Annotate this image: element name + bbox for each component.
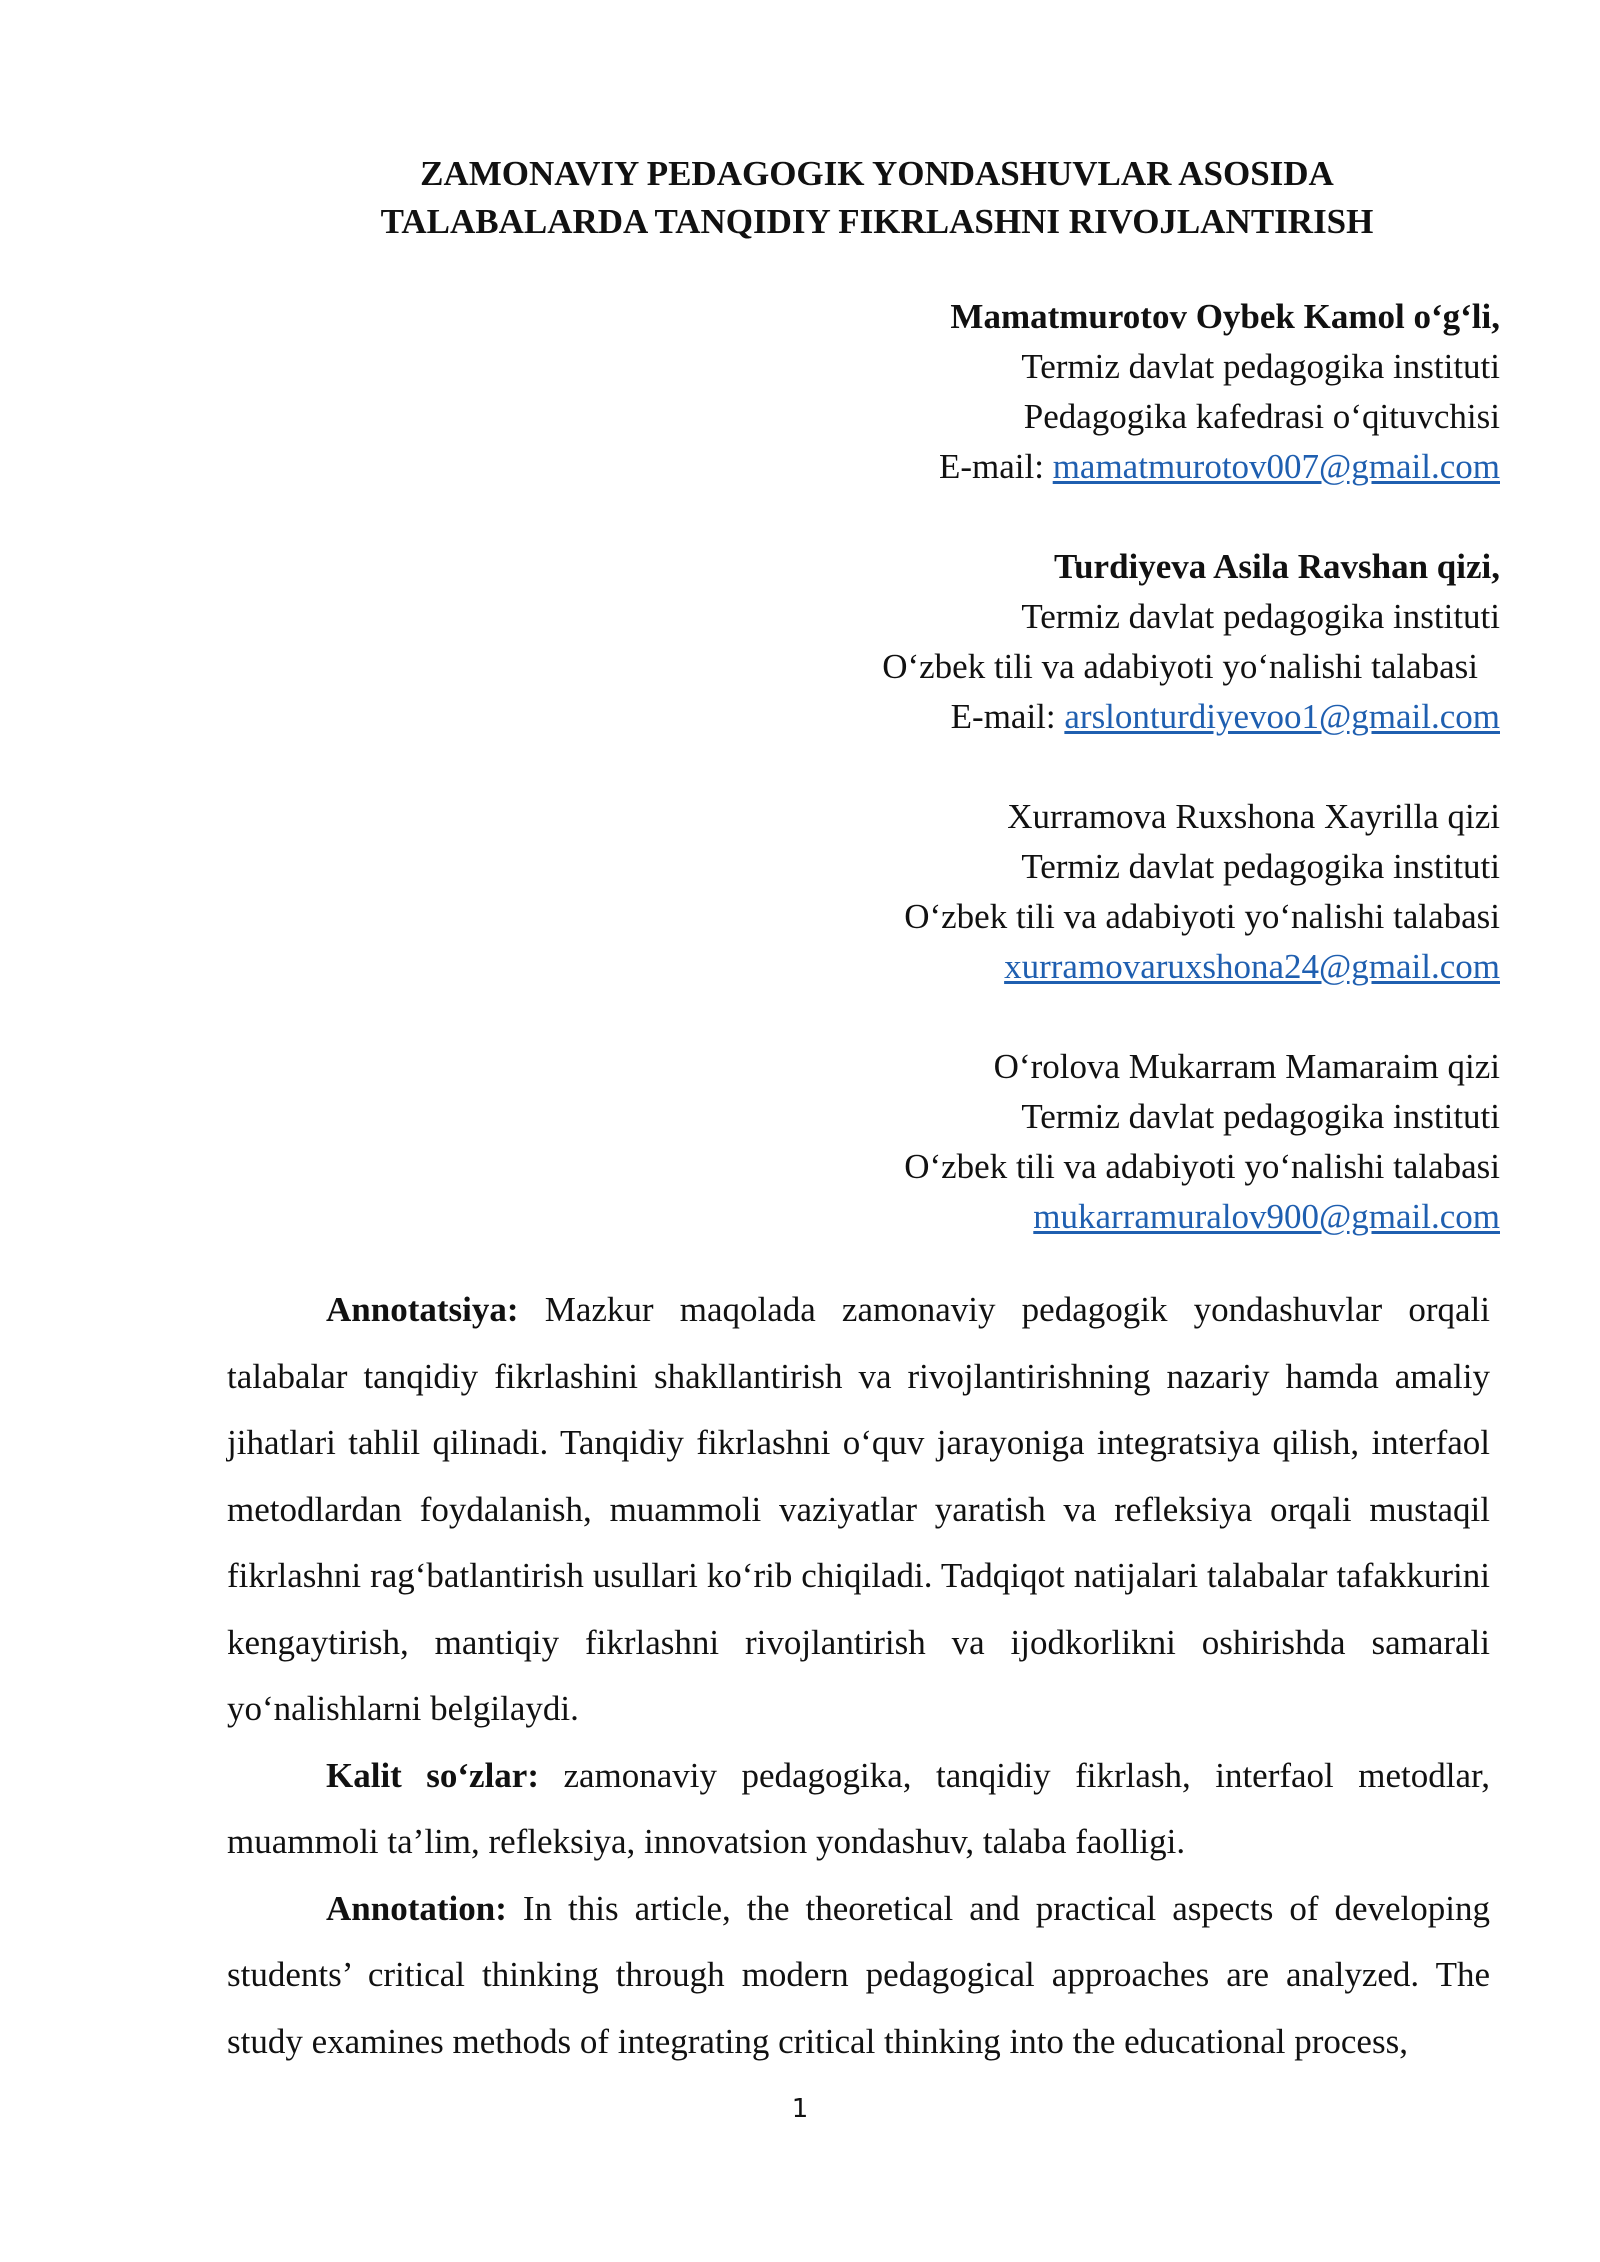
author-position: O‘zbek tili va adabiyoti yo‘nalishi talabasi	[882, 647, 1478, 686]
keywords-label: Kalit so‘zlar:	[326, 1755, 539, 1795]
author-3	[500, 792, 1500, 992]
author-institution: Termiz davlat pedagogika instituti	[1021, 597, 1500, 636]
annotation-label: Annotation:	[326, 1888, 507, 1928]
author-email-line	[500, 1192, 1500, 1242]
title-line-2: TALABALARDA TANQIDIY FIKRLASHNI RIVOJLANTIRISH	[380, 202, 1374, 241]
annotatsiya-text: Mazkur maqolada zamonaviy pedagogik yondashuvlar orqali talabalar tanqidiy fikrlashini shakllantirish va rivojlantirishning nazariy hamda amaliy jihatlari tahlil qilinadi. Tanqidiy fikrlashni o‘quv jarayoniga integratsiya qilish, interfaol metodlardan foydalanish, muammoli vaziyatlar yaratish va refleksiya orqali mustaqil fikrlashni rag‘batlantirish usullari ko‘rib chiqiladi. Tadqiqot natijalari talabalar tafakkurini kengaytirish, mantiqiy fikrlashni rivojlantirish va ijodkorlikni oshirishda samarali yo‘nalishlarni belgilaydi.	[227, 1290, 1490, 1728]
keywords-text: zamonaviy pedagogika, tanqidiy fikrlash, interfaol metodlar, muammoli ta’lim, refleksiya, innovatsion yondashuv, talaba faolligi.	[227, 1755, 1490, 1861]
email-link[interactable]: mukarramuralov900@gmail.com	[1033, 1197, 1500, 1236]
author-4	[500, 1042, 1500, 1242]
author-position: O‘zbek tili va adabiyoti yo‘nalishi talabasi	[904, 897, 1500, 936]
author-2	[500, 542, 1500, 742]
annotation-text: In this article, the theoretical and practical aspects of developing students’ critical thinking through modern pedagogical approaches are analyzed. The study examines methods of integrating critical thinking into the educational process,	[227, 1888, 1490, 2061]
article-title	[227, 150, 1527, 246]
author-name: Turdiyeva Asila Ravshan qizi,	[1053, 547, 1500, 586]
annotatsiya-label: Annotatsiya:	[326, 1290, 519, 1329]
email-link[interactable]: xurramovaruxshona24@gmail.com	[1004, 947, 1500, 986]
abstract-section	[227, 1277, 1490, 2075]
author-name: Xurramova Ruxshona Xayrilla qizi	[1007, 797, 1500, 836]
email-link[interactable]: mamatmurotov007@gmail.com	[1052, 447, 1500, 486]
authors-block	[500, 292, 1500, 1292]
author-email-line	[500, 442, 1500, 492]
author-email-line	[500, 692, 1500, 742]
author-institution: Termiz davlat pedagogika instituti	[1021, 847, 1500, 886]
author-institution: Termiz davlat pedagogika instituti	[1021, 1097, 1500, 1136]
email-label: E-mail:	[950, 697, 1065, 736]
keywords-paragraph	[227, 1743, 1490, 1876]
email-label: E-mail:	[938, 447, 1053, 486]
author-position: O‘zbek tili va adabiyoti yo‘nalishi talabasi	[904, 1147, 1500, 1186]
author-name: O‘rolova Mukarram Mamaraim qizi	[993, 1047, 1500, 1086]
page-number: 1	[791, 2094, 809, 2124]
annotation-paragraph	[227, 1876, 1490, 2076]
author-name: Mamatmurotov Oybek Kamol o‘g‘li,	[950, 297, 1500, 336]
email-link[interactable]: arslonturdiyevoo1@gmail.com	[1064, 697, 1500, 736]
author-institution: Termiz davlat pedagogika instituti	[1021, 347, 1500, 386]
author-position: Pedagogika kafedrasi o‘qituvchisi	[1023, 397, 1500, 436]
author-email-line	[500, 942, 1500, 992]
annotatsiya-paragraph	[227, 1277, 1490, 1743]
title-line-1: ZAMONAVIY PEDAGOGIK YONDASHUVLAR ASOSIDA	[420, 154, 1334, 193]
author-1	[500, 292, 1500, 492]
